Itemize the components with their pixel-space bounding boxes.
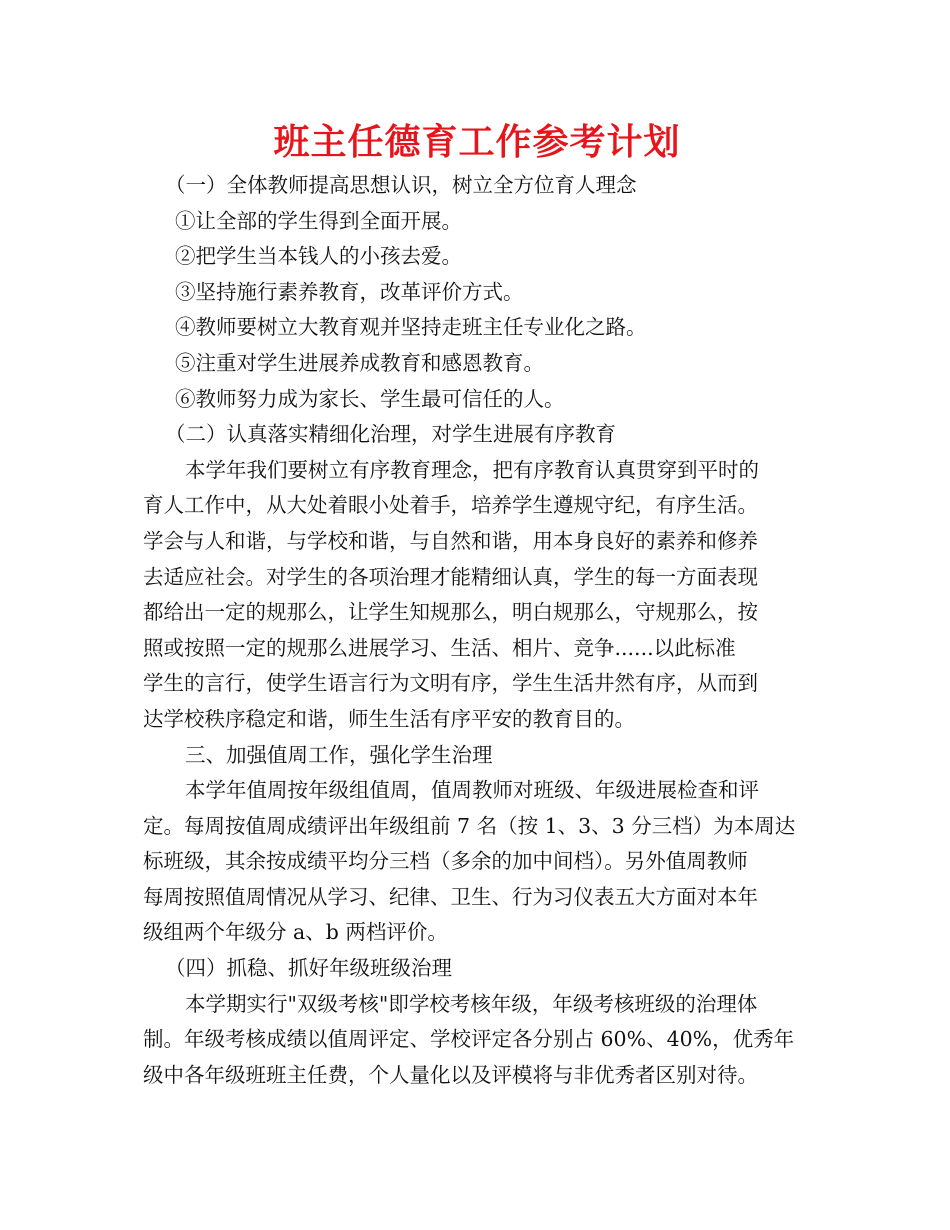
text-line: 本学年值周按年级组值周，值周教师对班级、年级进展检查和评 xyxy=(185,778,759,803)
text-line: 达学校秩序稳定和谐，师生生活有序平安的教育目的。 xyxy=(143,706,635,731)
text-line: （二）认真落实精细化治理，对学生进展有序教育 xyxy=(165,422,616,447)
text-line: 本学年我们要树立有序教育理念，把有序教育认真贯穿到平时的 xyxy=(185,457,759,482)
text-line: 去适应社会。对学生的各项治理才能精细认真，学生的每一方面表现 xyxy=(143,564,758,589)
document-page xyxy=(143,118,811,1093)
text-line: 三、加强值周工作，强化学生治理 xyxy=(185,742,493,767)
text-line: 级中各年级班班主任费，个人量化以及评模将与非优秀者区别对待。 xyxy=(143,1062,758,1087)
document-body xyxy=(143,168,811,1093)
text-line: 都给出一定的规那么，让学生知规那么，明白规那么，守规那么，按 xyxy=(143,600,758,625)
text-line: 学生的言行，使学生语言行为文明有序，学生生活井然有序，从而到 xyxy=(143,671,758,696)
text-line: 学会与人和谐，与学校和谐，与自然和谐，用本身良好的素养和修养 xyxy=(143,528,758,553)
text-line: ②把学生当本钱人的小孩去爱。 xyxy=(175,244,462,269)
text-line: 照或按照一定的规那么进展学习、生活、相片、竞争......以此标准 xyxy=(143,635,736,660)
text-line: （四）抓稳、抓好年级班级治理 xyxy=(165,956,452,981)
text-line: 定。每周按值周成绩评出年级组前 7 名（按 1、3、3 分三档）为本周达 xyxy=(143,813,796,838)
text-line: ①让全部的学生得到全面开展。 xyxy=(175,208,462,233)
text-line: 每周按照值周情况从学习、纪律、卫生、行为习仪表五大方面对本年 xyxy=(143,884,758,909)
text-line: ⑥教师努力成为家长、学生最可信任的人。 xyxy=(175,386,565,411)
text-line: 制。年级考核成绩以值周评定、学校评定各分别占 60%、40%，优秀年 xyxy=(143,1027,795,1052)
text-line: ④教师要树立大教育观并坚持走班主任专业化之路。 xyxy=(175,315,647,340)
document-title: 班主任德育工作参考计划 xyxy=(273,122,681,163)
text-line: 育人工作中，从大处着眼小处着手，培养学生遵规守纪，有序生活。 xyxy=(143,493,758,518)
text-line: （一）全体教师提高思想认识，树立全方位育人理念 xyxy=(165,173,637,197)
text-line: 级组两个年级分 a、b 两档评价。 xyxy=(143,920,448,945)
text-line: ③坚持施行素养教育，改革评价方式。 xyxy=(175,279,524,304)
text-line: 标班级，其余按成绩平均分三档（多余的加中间档）。另外值周教师 xyxy=(143,849,748,874)
text-line: ⑤注重对学生进展养成教育和感恩教育。 xyxy=(175,350,544,375)
text-line: 本学期实行"双级考核"即学校考核年级，年级考核班级的治理体 xyxy=(185,991,758,1016)
